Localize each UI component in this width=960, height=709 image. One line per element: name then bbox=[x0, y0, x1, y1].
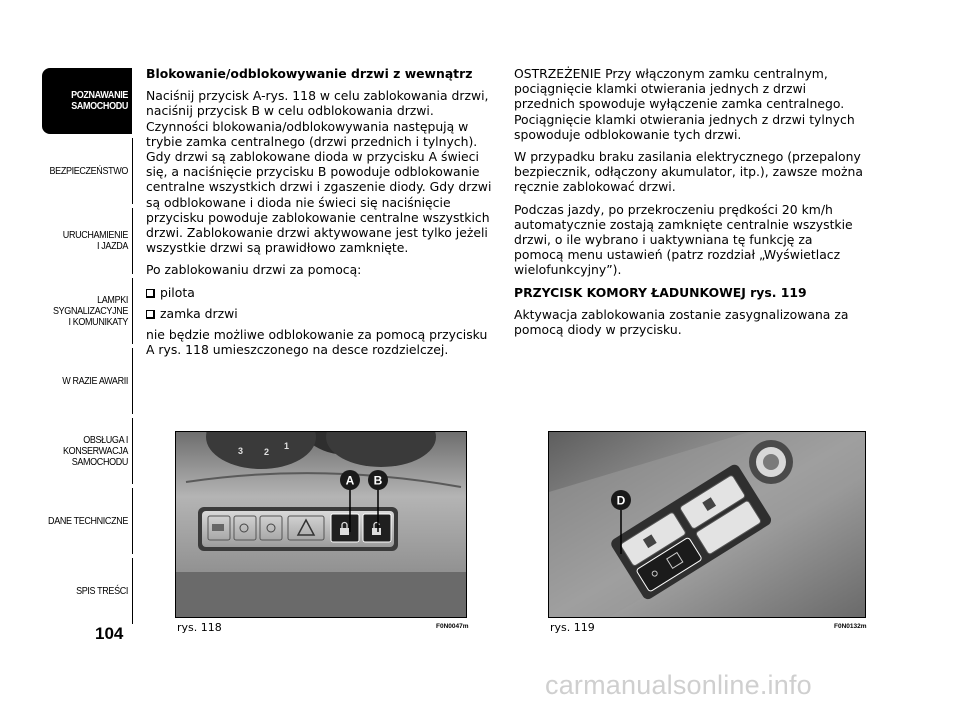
figure-code: F0N0132m bbox=[834, 623, 867, 630]
right-text-column bbox=[514, 66, 864, 344]
section-heading: Blokowanie/odblokowywanie drzwi z wewnątrz bbox=[146, 66, 473, 81]
nav-tab-label: POZNAWANIE SAMOCHODU bbox=[71, 90, 128, 112]
checkbox-bullet-icon bbox=[146, 289, 155, 298]
callout-label-d: D bbox=[616, 493, 626, 508]
nav-tab-label: SPIS TREŚCI bbox=[76, 585, 128, 597]
paragraph: nie będzie możliwe odblokowanie za pomocą przycisku A rys. 118 umieszczonego na desce rozdzielczej. bbox=[146, 327, 488, 358]
nav-tab-label: OBSŁUGA I KONSERWACJA SAMOCHODU bbox=[62, 434, 129, 468]
page-number: 104 bbox=[95, 624, 124, 643]
warning-paragraph: OSTRZEŻENIE Przy włączonym zamku centralnym, pociągnięcie klamki otwierania jednych z drzwi przednich spowoduje wyłączenie zamka centralnego. Pociągnięcie klamki otwierania jednych z drzwi tylnych spowoduje odblokowanie tych drzwi. bbox=[514, 66, 855, 142]
dashboard-illustration bbox=[176, 432, 466, 617]
left-text-column bbox=[146, 66, 494, 364]
nav-tab-lampki-sygnalizacyjne[interactable] bbox=[42, 278, 134, 346]
nav-tab-label: DANE TECHNICZNE bbox=[48, 515, 128, 527]
nav-tab-label: URUCHAMIENIE I JAZDA bbox=[62, 230, 129, 252]
paragraph: Po zablokowaniu drzwi za pomocą: bbox=[146, 262, 362, 278]
door-panel-illustration bbox=[549, 432, 865, 617]
paragraph: W przypadku braku zasilania elektrycznego (przepalony bezpiecznik, odłączony akumulator, itp.), zawsze można ręcznie zablokować drzwi. bbox=[514, 149, 863, 195]
nav-tab-label: BEZPIECZEŃSTWO bbox=[49, 165, 128, 177]
watermark: carmanualsonline.info bbox=[545, 670, 812, 700]
dial-number: 2 bbox=[264, 447, 270, 457]
paragraph: Podczas jazdy, po przekroczeniu prędkości 20 km/h automatycznie zostają zamknięte centralnie wszystkie drzwi, o ile wybrano i uaktywniana tę funkcję za pomocą menu ustawień (patrz rozdział „Wyświetlacz wielofunkcyjny”). bbox=[514, 201, 853, 278]
figure-caption: rys. 118 bbox=[177, 621, 222, 634]
checkbox-bullet-icon bbox=[146, 310, 155, 319]
list-item: pilota bbox=[146, 285, 494, 300]
nav-tab-uruchamienie-i-jazda[interactable] bbox=[42, 208, 134, 276]
nav-tab-dane-techniczne[interactable] bbox=[42, 488, 134, 556]
nav-tab-obsluga-i-konserwacja[interactable] bbox=[42, 418, 134, 486]
paragraph: Naciśnij przycisk A-rys. 118 w celu zablokowania drzwi, naciśnij przycisk B w celu odblokowania drzwi. Czynności blokowania/odblokowywania następują w trybie zamka centralnego (drzwi przednich i tylnych). Gdy drzwi są zablokowane dioda w przycisku A świeci się, a naciśnięcie przycisku B powoduje odblokowanie centralne wszystkich drzwi i zgaszenie diody. Gdy drzwi są odblokowane i dioda nie świeci się naciśnięcie przycisku powoduje zablokowanie centralne wszystkich drzwi. Zablokowanie drzwi aktywowane jest tylko jeżeli wszystkie drzwi są prawidłowo zamknięte. bbox=[146, 88, 492, 256]
nav-tab-spis-tresci[interactable] bbox=[42, 558, 134, 626]
paragraph: Aktywacja zablokowania zostanie zasygnalizowana za pomocą diody w przycisku. bbox=[514, 306, 849, 338]
figure-118-dashboard-buttons bbox=[175, 431, 467, 618]
section-heading: PRZYCISK KOMORY ŁADUNKOWEJ rys. 119 bbox=[514, 284, 807, 300]
list-item: zamka drzwi bbox=[146, 306, 494, 321]
callout-label-b: B bbox=[373, 473, 383, 488]
nav-tab-w-razie-awarii[interactable] bbox=[42, 348, 134, 416]
nav-tab-poznawanie-samochodu[interactable] bbox=[42, 68, 134, 136]
nav-tab-bezpieczenstwo[interactable] bbox=[42, 138, 134, 206]
unlock-icon bbox=[372, 528, 381, 535]
chapter-navigation bbox=[42, 68, 134, 628]
dial-number: 1 bbox=[284, 441, 290, 451]
figure-caption: rys. 119 bbox=[550, 621, 595, 634]
nav-tab-label: W RAZIE AWARII bbox=[62, 375, 128, 387]
callout-label-a: A bbox=[345, 473, 355, 488]
dial-number: 3 bbox=[238, 446, 244, 456]
figure-code: F0N0047m bbox=[436, 623, 469, 630]
figure-119-door-panel-button bbox=[548, 431, 866, 618]
lock-icon bbox=[340, 528, 349, 535]
nav-tab-label: LAMPKI SYGNALIZACYJNE I KOMUNIKATY bbox=[53, 294, 128, 328]
heated-window-icon bbox=[212, 524, 224, 531]
